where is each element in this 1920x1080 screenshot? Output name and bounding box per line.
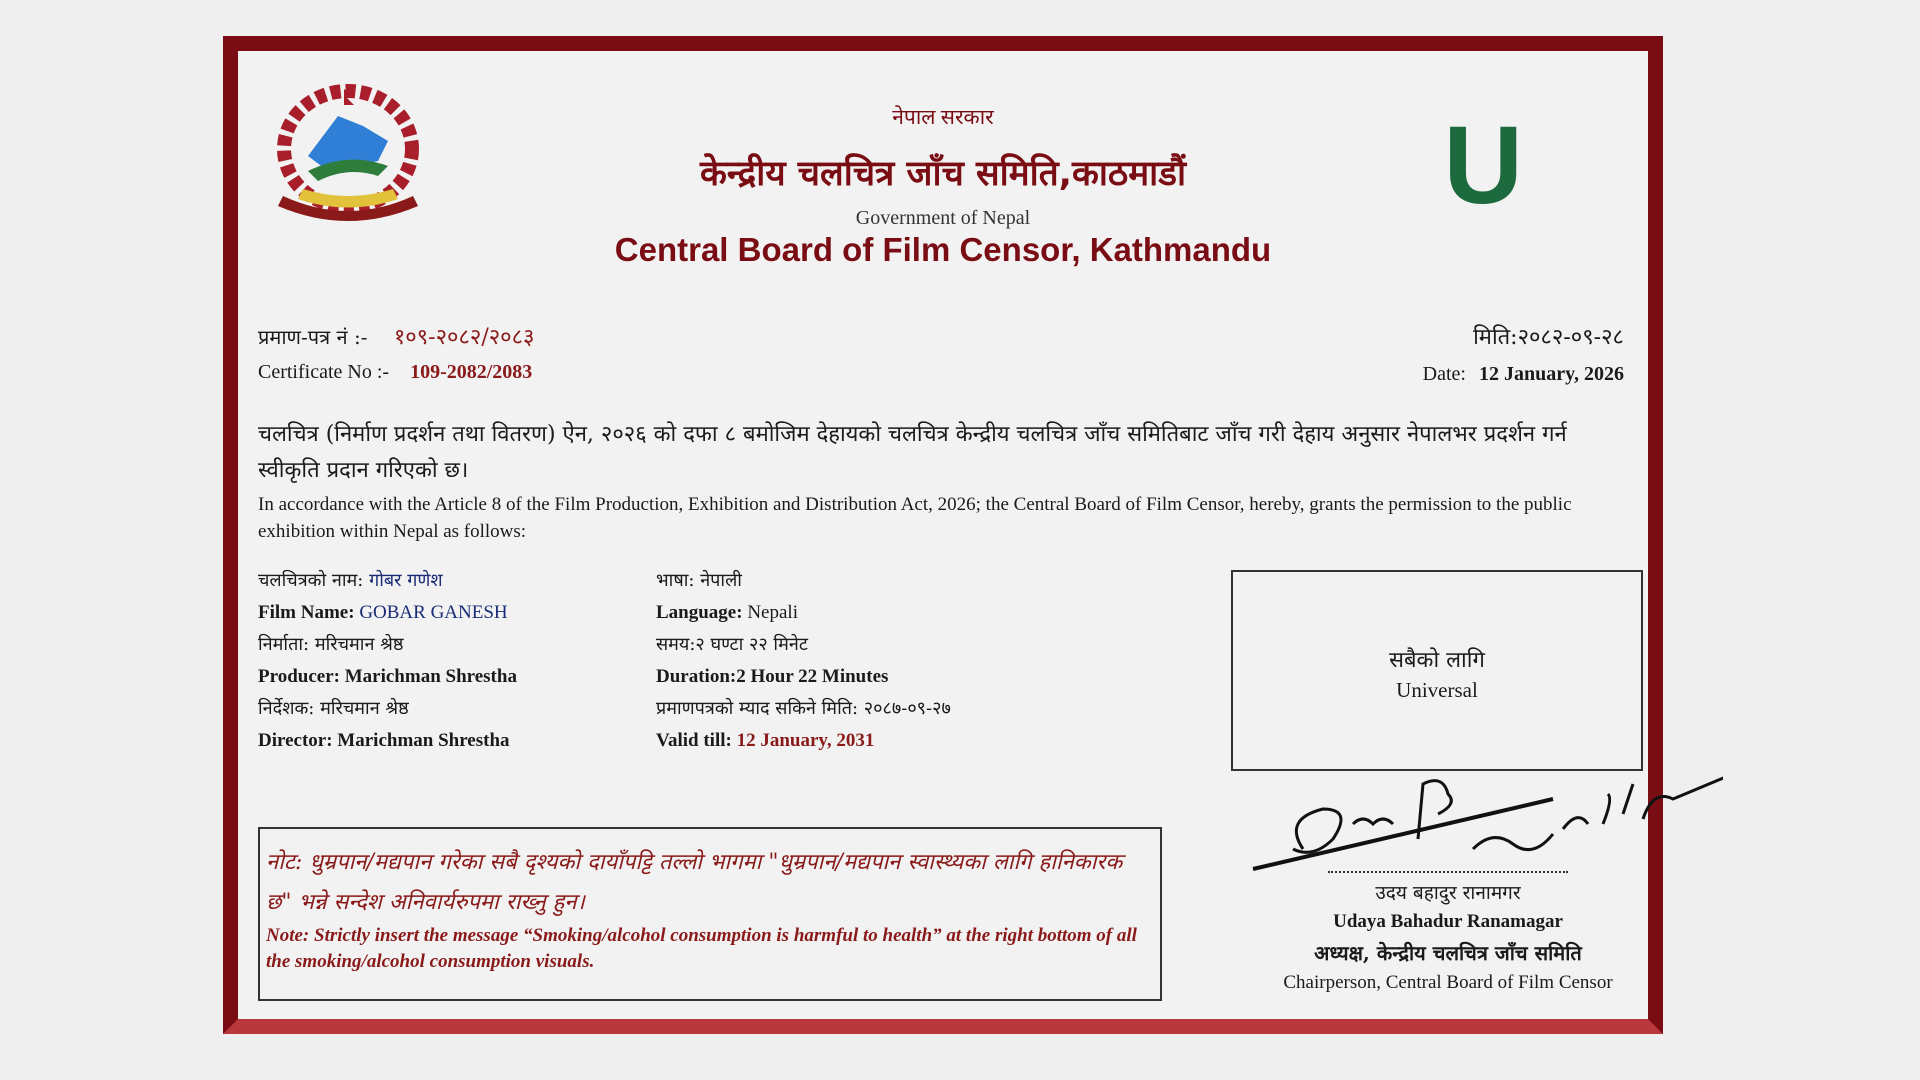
signature-line (1328, 871, 1568, 873)
signatory-title-en: Chairperson, Central Board of Film Censor (1283, 972, 1613, 993)
director-np-row: निर्देशक: मरिचमान श्रेष्ठ (258, 698, 409, 719)
board-name-np: केन्द्रीय चलचित्र जाँच समिति,काठमाडौं (699, 154, 1187, 194)
permission-paragraph-en: In accordance with the Article 8 of the Film Production, Exhibition and Distribution Act, 2026; the Central Board of Film Censor, hereby, grants the permission to the public exhibition within Nepal as follows: (258, 494, 1572, 542)
cert-no-np-row (258, 321, 535, 351)
government-name-en: Government of Nepal (855, 207, 1031, 229)
director-np: मरिचमान श्रेष्ठ (320, 698, 409, 719)
certificate (223, 36, 1663, 1034)
producer-en: Marichman Shrestha (344, 666, 517, 687)
date-en: 12 January, 2026 (1478, 363, 1624, 385)
signatory-name-en: Udaya Bahadur Ranamagar (1333, 911, 1563, 932)
signatory-title-np: अध्यक्ष, केन्द्रीय चलचित्र जाँच समिति (1314, 941, 1582, 965)
language-np-row: भाषा: नेपाली (656, 570, 742, 591)
language-en-row: Language: Nepali (656, 602, 798, 623)
director-en: Marichman Shrestha (337, 730, 510, 751)
cert-no-np: १०९-२०८२/२०८३ (393, 325, 535, 350)
valid-np-row: प्रमाणपत्रको म्याद सकिने मिति: २०८७-०९-२७ (656, 698, 951, 719)
film-name-np-row: चलचित्रको नाम: गोबर गणेश (258, 570, 443, 591)
date-en-row (1423, 363, 1624, 386)
signatory-name-np: उदय बहादुर रानामगर (1375, 882, 1521, 904)
film-details-right (656, 565, 1156, 757)
valid-np: २०८७-०९-२७ (863, 698, 951, 719)
signatory-block (1238, 811, 1658, 994)
duration-en: Duration:2 Hour 22 Minutes (656, 666, 889, 687)
cert-no-en-row (258, 361, 532, 384)
date-np: मिति:२०८२-०९-२८ (1473, 325, 1624, 350)
film-name-en: GOBAR GANESH (359, 602, 508, 623)
note-box (258, 827, 1162, 1001)
government-name-np: नेपाल सरकार (892, 105, 994, 129)
valid-en: 12 January, 2031 (736, 730, 875, 751)
note-en: Note: Strictly insert the message “Smoking/alcohol consumption is harmful to health” at the right bottom of all the smoking/alcohol consumption visuals. (266, 925, 1137, 972)
producer-en-row: Producer: Marichman Shrestha (258, 666, 517, 687)
date-label-en: Date: (1422, 363, 1466, 385)
cert-no-label-en: Certificate No :- (258, 361, 390, 383)
duration-np: समय:२ घण्टा २२ मिनेट (656, 634, 808, 655)
rating-np: सबैको लागि (1389, 648, 1485, 673)
producer-np: मरिचमान श्रेष्ठ (314, 634, 404, 655)
producer-np-row: निर्माता: मरिचमान श्रेष्ठ (258, 634, 404, 655)
rating-box (1231, 570, 1643, 771)
rating-en: Universal (1396, 678, 1478, 702)
board-name-en: Central Board of Film Censor, Kathmandu (614, 231, 1272, 268)
language-en: Nepali (747, 602, 798, 623)
language-np: नेपाली (700, 570, 742, 591)
note-np: नोट: धुम्रपान/मद्यपान गरेका सबै दृश्यको दायाँपट्टि तल्लो भागमा "धुम्रपान/मद्यपान स्वास्थ्यका लागि हानिकारक छ" भन्ने सन्देश अनिवार्यरुपमा राख्नु हुन। (266, 850, 1123, 915)
director-en-row: Director: Marichman Shrestha (258, 730, 510, 751)
film-details-left (258, 565, 638, 757)
rating-letter: U (1443, 104, 1523, 227)
permission-paragraph-np: चलचित्र (निर्माण प्रदर्शन तथा वितरण) ऐन, २०२६ को दफा ८ बमोजिम देहायको चलचित्र केन्द्रीय चलचित्र जाँच समितिबाट जाँच गरी देहाय अनुसार नेपालभर प्रदर्शन गर्न स्वीकृति प्रदान गरिएको छ। (258, 422, 1567, 483)
cert-no-label-np: प्रमाण-पत्र नं :- (258, 325, 368, 349)
valid-en-row: Valid till: 12 January, 2031 (656, 730, 875, 751)
film-name-en-row: Film Name: GOBAR GANESH (258, 602, 508, 623)
film-name-np: गोबर गणेश (369, 570, 443, 591)
cert-no-en: 109-2082/2083 (410, 361, 533, 383)
